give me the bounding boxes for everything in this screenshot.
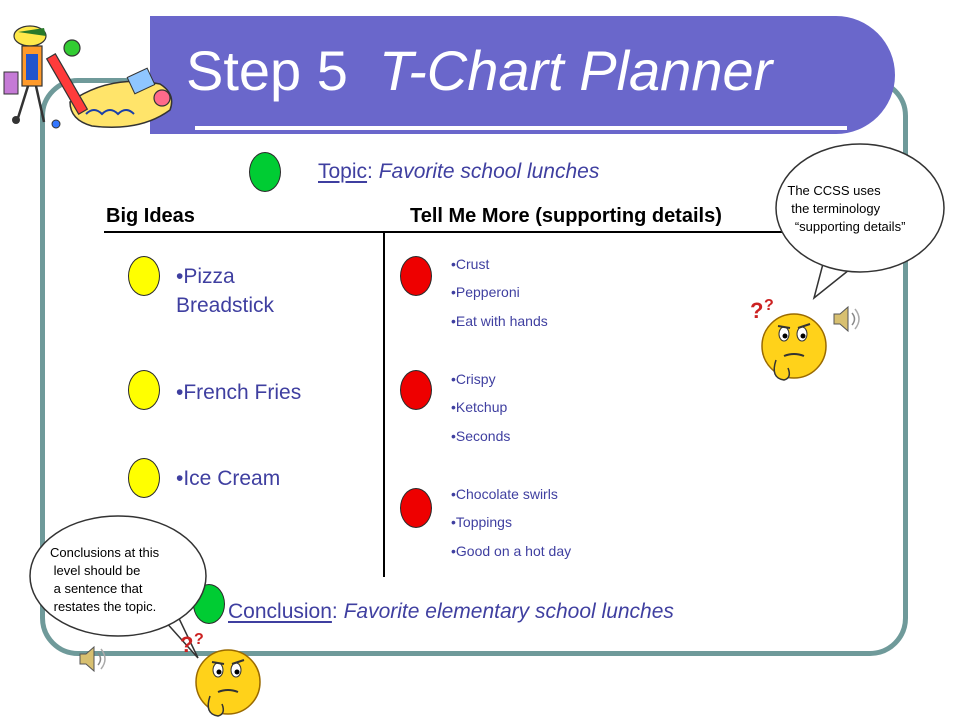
detail-3-2: •Toppings bbox=[451, 514, 512, 530]
conclusion-sep: : bbox=[331, 600, 338, 623]
topic-dot bbox=[249, 152, 281, 192]
detail-dot bbox=[400, 256, 432, 296]
thinking-smiley-icon bbox=[178, 628, 268, 720]
bubble-line: level should be bbox=[50, 563, 141, 578]
speaker-icon[interactable] bbox=[78, 644, 112, 674]
big-idea-dot bbox=[128, 370, 160, 410]
topic-value: Favorite school lunches bbox=[372, 160, 600, 183]
bubble-line: The CCSS uses bbox=[784, 183, 881, 198]
detail-2-3: •Seconds bbox=[451, 428, 511, 444]
topic-line bbox=[318, 160, 599, 184]
bubble-line: restates the topic. bbox=[50, 599, 157, 614]
t-chart-horizontal-line bbox=[104, 231, 794, 233]
big-idea-dot bbox=[128, 458, 160, 498]
big-idea-1: •Pizza Breadstick bbox=[176, 265, 275, 317]
column-header-big-ideas: Big Ideas bbox=[106, 205, 195, 227]
bubble-line: the terminology bbox=[784, 201, 881, 216]
bubble-bottom-left-text bbox=[50, 544, 159, 616]
topic-sep: : bbox=[367, 160, 373, 183]
detail-1-3: •Eat with hands bbox=[451, 313, 548, 329]
slide-title bbox=[186, 38, 772, 103]
bubble-top-right-text bbox=[784, 182, 905, 236]
detail-1-1: •Crust bbox=[451, 256, 490, 272]
bubble-line: Conclusions at this bbox=[50, 545, 160, 560]
big-idea-2: •French Fries bbox=[176, 381, 302, 404]
detail-dot bbox=[400, 488, 432, 528]
conclusion-label: Conclusion bbox=[228, 600, 332, 623]
svg-text:?: ? bbox=[750, 298, 764, 323]
column-header-details: Tell Me More (supporting details) bbox=[410, 205, 722, 227]
t-chart-vertical-line bbox=[383, 233, 385, 577]
bubble-line: a sentence that bbox=[50, 581, 143, 596]
big-idea-dot bbox=[128, 256, 160, 296]
detail-3-3: •Good on a hot day bbox=[451, 543, 572, 559]
conclusion-line bbox=[228, 600, 674, 624]
detail-dot bbox=[400, 370, 432, 410]
svg-text:?: ? bbox=[180, 632, 194, 657]
thinking-smiley-icon bbox=[748, 294, 834, 386]
topic-label: Topic bbox=[318, 160, 368, 183]
title-italic: T-Chart Planner bbox=[379, 39, 773, 102]
speaker-icon[interactable] bbox=[832, 304, 866, 334]
detail-2-2: •Ketchup bbox=[451, 399, 508, 415]
bubble-line: “supporting details” bbox=[784, 219, 906, 234]
big-idea-3: •Ice Cream bbox=[176, 467, 281, 490]
title-main: Step 5 bbox=[186, 39, 348, 102]
detail-3-1: •Chocolate swirls bbox=[451, 486, 558, 502]
detail-2-1: •Crispy bbox=[451, 371, 496, 387]
conclusion-value: Favorite elementary school lunches bbox=[337, 600, 674, 623]
title-underline bbox=[195, 126, 847, 130]
svg-text:?: ? bbox=[764, 297, 774, 314]
detail-1-2: •Pepperoni bbox=[451, 284, 520, 300]
svg-text:?: ? bbox=[194, 631, 204, 648]
student-clipart-icon bbox=[0, 14, 190, 132]
